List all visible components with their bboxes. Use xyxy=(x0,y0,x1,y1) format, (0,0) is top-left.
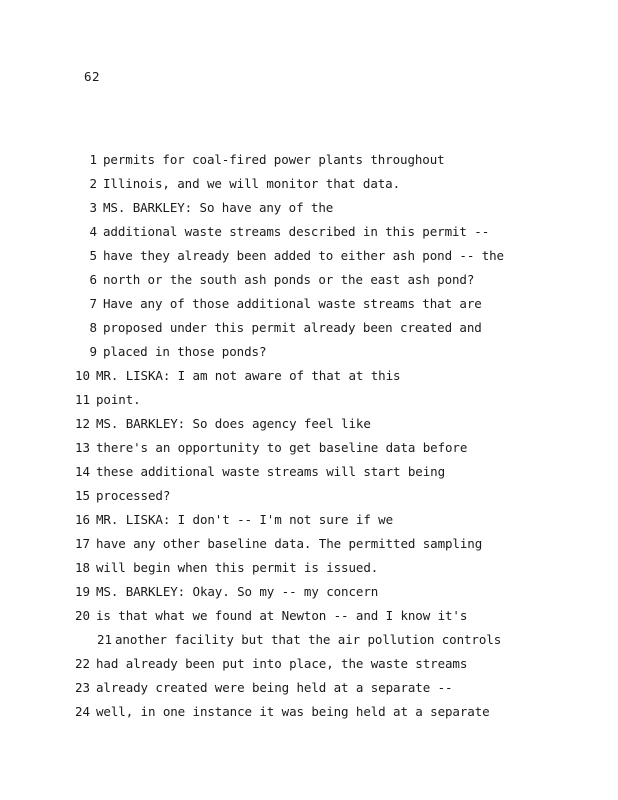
line-number: 6 xyxy=(89,272,97,287)
transcript-line xyxy=(0,200,618,224)
line-number: 5 xyxy=(89,248,97,263)
line-text: MS. BARKLEY: So does agency feel like xyxy=(96,416,371,431)
transcript-line xyxy=(0,536,618,560)
line-number: 21 xyxy=(96,632,112,647)
line-text: Illinois, and we will monitor that data. xyxy=(103,176,401,191)
transcript-line xyxy=(0,152,618,176)
transcript-line xyxy=(0,680,618,704)
transcript-line xyxy=(0,608,618,632)
line-number: 2 xyxy=(89,176,97,191)
line-text: MR. LISKA: I don't -- I'm not sure if we xyxy=(96,512,394,527)
transcript-line xyxy=(0,392,618,416)
transcript-line xyxy=(0,560,618,584)
line-number: 17 xyxy=(74,536,90,551)
line-number: 18 xyxy=(74,560,90,575)
line-number: 13 xyxy=(74,440,90,455)
line-number: 7 xyxy=(89,296,97,311)
line-number: 24 xyxy=(74,704,90,719)
transcript-line xyxy=(0,512,618,536)
line-text: additional waste streams described in this permit -- xyxy=(103,224,490,239)
line-text: will begin when this permit is issued. xyxy=(96,560,379,575)
transcript-line xyxy=(0,344,618,368)
line-text: permits for coal-fired power plants throughout xyxy=(103,152,445,167)
line-text: MS. BARKLEY: So have any of the xyxy=(103,200,334,215)
line-number: 15 xyxy=(74,488,90,503)
line-text: these additional waste streams will start being xyxy=(96,464,446,479)
line-text: have any other baseline data. The permitted sampling xyxy=(96,536,483,551)
transcript-line xyxy=(0,704,618,728)
transcript-line xyxy=(0,176,618,200)
line-text: MR. LISKA: I am not aware of that at this xyxy=(96,368,401,383)
line-number: 16 xyxy=(74,512,90,527)
line-text: had already been put into place, the waste streams xyxy=(96,656,468,671)
line-number: 1 xyxy=(89,152,97,167)
line-text: another facility but that the air pollution controls xyxy=(115,632,502,647)
line-text: MS. BARKLEY: Okay. So my -- my concern xyxy=(96,584,379,599)
line-number: 22 xyxy=(74,656,90,671)
transcript-line xyxy=(0,416,618,440)
transcript-line xyxy=(0,584,618,608)
page-number: 62 xyxy=(84,69,101,84)
line-text: there's an opportunity to get baseline data before xyxy=(96,440,468,455)
transcript-line xyxy=(0,272,618,296)
line-text: have they already been added to either ash pond -- the xyxy=(103,248,504,263)
line-number: 20 xyxy=(74,608,90,623)
line-number: 8 xyxy=(89,320,97,335)
line-number: 12 xyxy=(74,416,90,431)
line-text: Have any of those additional waste streams that are xyxy=(103,296,482,311)
transcript-line xyxy=(0,488,618,512)
transcript-line xyxy=(0,320,618,344)
line-text: is that what we found at Newton -- and I know it's xyxy=(96,608,468,623)
line-text: placed in those ponds? xyxy=(103,344,267,359)
transcript-body xyxy=(0,152,618,728)
transcript-line xyxy=(0,368,618,392)
line-number: 11 xyxy=(74,392,90,407)
transcript-line xyxy=(0,656,618,680)
transcript-line xyxy=(0,440,618,464)
line-text: well, in one instance it was being held at a separate xyxy=(96,704,490,719)
line-text: proposed under this permit already been created and xyxy=(103,320,482,335)
line-text: point. xyxy=(96,392,141,407)
line-text: processed? xyxy=(96,488,171,503)
transcript-line xyxy=(0,224,618,248)
transcript-line xyxy=(0,248,618,272)
line-number: 14 xyxy=(74,464,90,479)
line-number: 4 xyxy=(89,224,97,239)
line-number: 19 xyxy=(74,584,90,599)
line-number: 9 xyxy=(89,344,97,359)
line-number: 10 xyxy=(74,368,90,383)
transcript-line xyxy=(0,632,618,656)
transcript-line xyxy=(0,296,618,320)
line-number: 3 xyxy=(89,200,97,215)
transcript-line xyxy=(0,464,618,488)
line-number: 23 xyxy=(74,680,90,695)
line-text: north or the south ash ponds or the east ash pond? xyxy=(103,272,475,287)
line-text: already created were being held at a separate -- xyxy=(96,680,453,695)
